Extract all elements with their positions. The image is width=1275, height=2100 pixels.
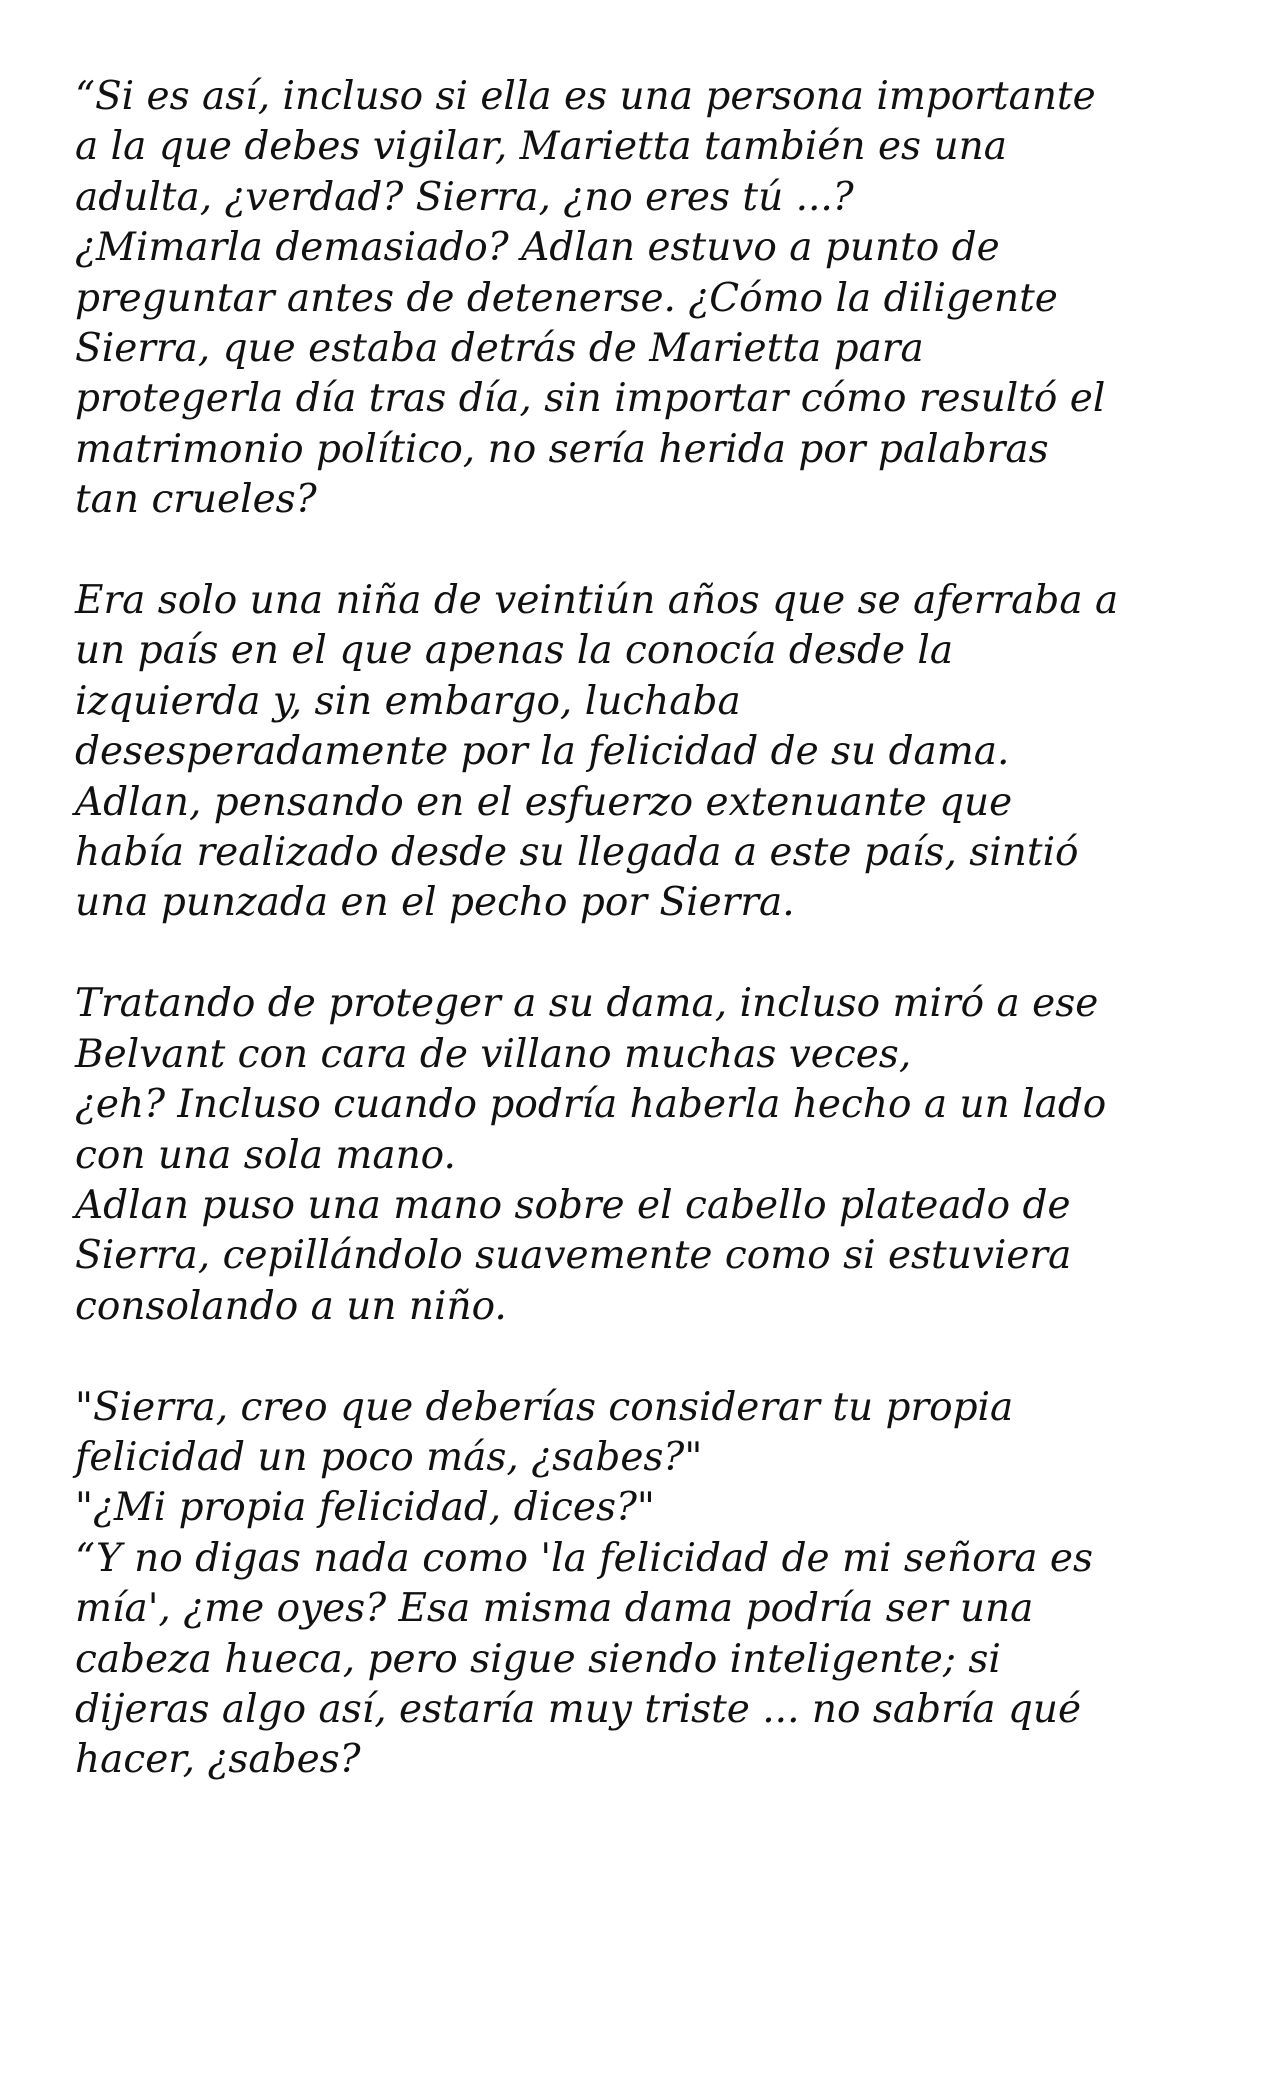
text-line: una punzada en el pecho por Sierra. [75, 880, 795, 926]
story-text [75, 72, 1235, 1836]
text-line: Belvant con cara de villano muchas veces, [75, 1031, 912, 1077]
text-line: ¿Mimarla demasiado? Adlan estuvo a punto de [75, 225, 1000, 271]
paragraph-1 [75, 72, 1235, 526]
text-line: a la que debes vigilar, Marietta también es una [75, 124, 1007, 170]
text-line: “Si es así, incluso si ella es una persona importante [75, 74, 1096, 119]
text-line: matrimonio político, no sería herida por palabras [75, 426, 1049, 472]
text-line: Era solo una niña de veintiún años que se aferraba a [75, 578, 1119, 624]
text-line: ¿eh? Incluso cuando podría haberla hecho a un lado [75, 1082, 1107, 1128]
paragraph-2 [75, 576, 1235, 929]
paragraph-3 [75, 979, 1235, 1332]
paragraph-4 [75, 1383, 1235, 1786]
text-line: consolando a un niño. [75, 1283, 507, 1329]
text-line: mía', ¿me oyes? Esa misma dama podría ser una [75, 1586, 1034, 1632]
text-line: adulta, ¿verdad? Sierra, ¿no eres tú ...? [75, 174, 854, 220]
text-line: tan crueles? [75, 477, 317, 523]
text-line: había realizado desde su llegada a este país, sintió [75, 830, 1079, 876]
text-line: con una sola mano. [75, 1132, 456, 1178]
text-line: hacer, ¿sabes? [75, 1737, 361, 1783]
text-line: desesperadamente por la felicidad de su dama. [75, 729, 1010, 775]
text-line: izquierda y, sin embargo, luchaba [75, 678, 741, 724]
text-line: preguntar antes de detenerse. ¿Cómo la diligente [75, 275, 1058, 321]
text-line: "¿Mi propia felicidad, dices?" [75, 1485, 655, 1531]
text-line: protegerla día tras día, sin importar cómo resultó el [75, 376, 1106, 422]
text-line: felicidad un poco más, ¿sabes?" [75, 1434, 703, 1480]
text-line: Adlan, pensando en el esfuerzo extenuante que [75, 779, 1013, 825]
text-line: “Y no digas nada como 'la felicidad de mi señora es [75, 1535, 1093, 1581]
text-line: dijeras algo así, estaría muy triste ... no sabría qué [75, 1686, 1082, 1732]
text-line: cabeza hueca, pero sigue siendo inteligente; si [75, 1636, 1001, 1682]
text-line: Adlan puso una mano sobre el cabello plateado de [75, 1182, 1071, 1228]
text-line: Sierra, que estaba detrás de Marietta para [75, 326, 924, 372]
text-line: un país en el que apenas la conocía desde la [75, 628, 954, 674]
text-line: Sierra, cepillándolo suavemente como si estuviera [75, 1233, 1072, 1279]
text-line: Tratando de proteger a su dama, incluso miró a ese [75, 981, 1099, 1027]
text-line: "Sierra, creo que deberías considerar tu propia [75, 1384, 1014, 1430]
